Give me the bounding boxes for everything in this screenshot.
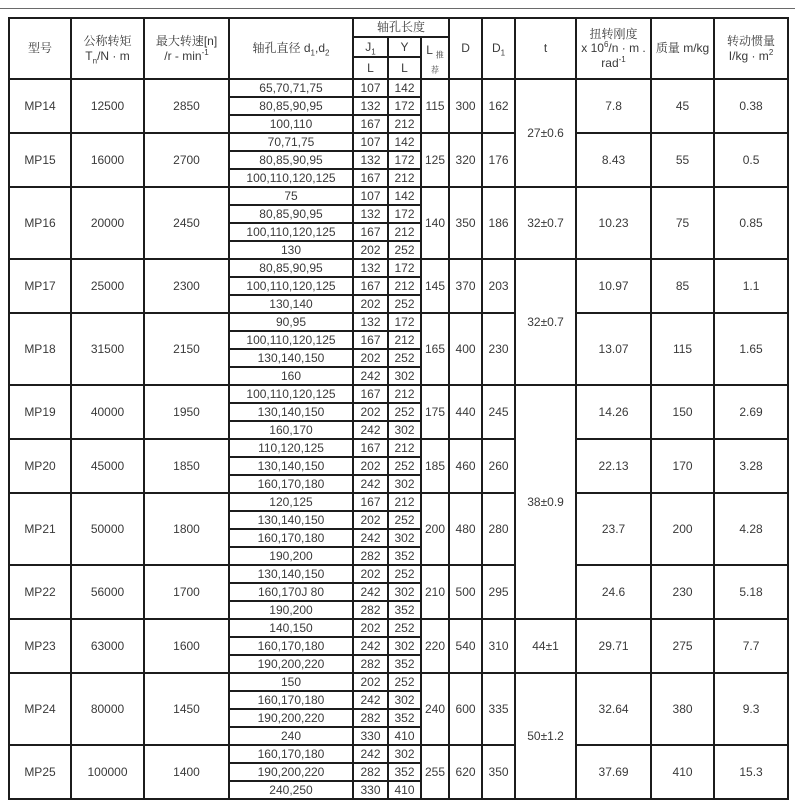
d-cell: 500 xyxy=(449,565,482,619)
mass-cell: 85 xyxy=(651,259,714,313)
max-speed-cell: 1400 xyxy=(144,745,229,799)
stiffness-cell: 13.07 xyxy=(576,313,651,385)
l-recommended-cell: 145 xyxy=(421,259,449,313)
torque-cell: 100000 xyxy=(71,745,144,799)
bore-diameter-cell: 160,170,180 xyxy=(229,745,353,763)
header-nominal-torque: 公称转矩 $T_n/N \cdot m$ xyxy=(71,18,144,79)
bore-diameter-cell: 190,200,220 xyxy=(229,709,353,727)
d1-cell: 350 xyxy=(482,745,515,799)
d1-cell: 310 xyxy=(482,619,515,673)
stiffness-cell: 32.64 xyxy=(576,673,651,745)
model-cell-MP24: MP24 xyxy=(9,673,71,745)
torque-cell: 50000 xyxy=(71,493,144,565)
t-cell: 38±0.9 xyxy=(515,385,576,619)
max-speed-cell: 2700 xyxy=(144,133,229,187)
j1-length-cell: 202 xyxy=(353,673,388,691)
d-cell: 460 xyxy=(449,439,482,493)
stiffness-cell: 10.23 xyxy=(576,187,651,259)
y-length-cell: 302 xyxy=(388,475,421,493)
header-mass: 质量 m/kg xyxy=(651,18,714,79)
j1-length-cell: 202 xyxy=(353,295,388,313)
inertia-cell: 1.1 xyxy=(714,259,788,313)
j1-length-cell: 167 xyxy=(353,169,388,187)
model-cell-MP21: MP21 xyxy=(9,493,71,565)
stiffness-cell: 37.69 xyxy=(576,745,651,799)
header-L-recommended: L $_{推荐}$ xyxy=(421,37,449,79)
j1-length-cell: 242 xyxy=(353,583,388,601)
d-cell: 320 xyxy=(449,133,482,187)
table-header xyxy=(9,18,788,79)
j1-length-cell: 242 xyxy=(353,529,388,547)
y-length-cell: 142 xyxy=(388,133,421,151)
j1-length-cell: 202 xyxy=(353,619,388,637)
j1-length-cell: 242 xyxy=(353,745,388,763)
y-length-cell: 172 xyxy=(388,205,421,223)
y-length-cell: 252 xyxy=(388,349,421,367)
max-speed-cell: 2850 xyxy=(144,79,229,133)
bore-diameter-cell: 160,170,180 xyxy=(229,529,353,547)
torque-cell: 80000 xyxy=(71,673,144,745)
y-length-cell: 252 xyxy=(388,619,421,637)
bore-diameter-cell: 80,85,90,95 xyxy=(229,97,353,115)
table-row xyxy=(9,493,788,511)
header-J1: $J_1$ xyxy=(353,37,388,57)
mass-cell: 45 xyxy=(651,79,714,133)
d-cell: 350 xyxy=(449,187,482,259)
bore-diameter-cell: 160,170J 80 xyxy=(229,583,353,601)
max-speed-cell: 1850 xyxy=(144,439,229,493)
j1-length-cell: 132 xyxy=(353,205,388,223)
bore-diameter-cell: 75 xyxy=(229,187,353,205)
model-cell-MP18: MP18 xyxy=(9,313,71,385)
y-length-cell: 212 xyxy=(388,223,421,241)
torque-cell: 40000 xyxy=(71,385,144,439)
model-cell-MP16: MP16 xyxy=(9,187,71,259)
t-cell: 44±1 xyxy=(515,619,576,673)
y-length-cell: 212 xyxy=(388,331,421,349)
d1-cell: 203 xyxy=(482,259,515,313)
j1-length-cell: 242 xyxy=(353,421,388,439)
torque-cell: 16000 xyxy=(71,133,144,187)
t-cell: 32±0.7 xyxy=(515,187,576,259)
top-rule xyxy=(0,8,795,9)
l-recommended-cell: 240 xyxy=(421,673,449,745)
bore-diameter-cell: 240,250 xyxy=(229,781,353,799)
mass-cell: 275 xyxy=(651,619,714,673)
inertia-cell: 7.7 xyxy=(714,619,788,673)
j1-length-cell: 167 xyxy=(353,385,388,403)
bore-diameter-cell: 100,110 xyxy=(229,115,353,133)
y-length-cell: 172 xyxy=(388,151,421,169)
y-length-cell: 252 xyxy=(388,241,421,259)
table-row xyxy=(9,187,788,205)
inertia-cell: 9.3 xyxy=(714,673,788,745)
y-length-cell: 302 xyxy=(388,637,421,655)
model-cell-MP15: MP15 xyxy=(9,133,71,187)
l-recommended-cell: 175 xyxy=(421,385,449,439)
j1-length-cell: 132 xyxy=(353,313,388,331)
model-cell-MP20: MP20 xyxy=(9,439,71,493)
l-recommended-cell: 115 xyxy=(421,79,449,133)
model-cell-MP22: MP22 xyxy=(9,565,71,619)
l-recommended-cell: 165 xyxy=(421,313,449,385)
bore-diameter-cell: 190,200,220 xyxy=(229,655,353,673)
stiffness-cell: 10.97 xyxy=(576,259,651,313)
y-length-cell: 212 xyxy=(388,277,421,295)
max-speed-cell: 1800 xyxy=(144,493,229,565)
table-row xyxy=(9,259,788,277)
j1-length-cell: 167 xyxy=(353,331,388,349)
j1-length-cell: 167 xyxy=(353,439,388,457)
j1-length-cell: 167 xyxy=(353,223,388,241)
y-length-cell: 212 xyxy=(388,439,421,457)
bore-diameter-cell: 110,120,125 xyxy=(229,439,353,457)
bore-diameter-cell: 240 xyxy=(229,727,353,745)
header-max-speed: 最大转速[n] $/r - \min^{-1}$ xyxy=(144,18,229,79)
bore-diameter-cell: 100,110,120,125 xyxy=(229,331,353,349)
inertia-cell: 2.69 xyxy=(714,385,788,439)
l-recommended-cell: 200 xyxy=(421,493,449,565)
table-row xyxy=(9,619,788,637)
torque-cell: 45000 xyxy=(71,439,144,493)
mass-cell: 230 xyxy=(651,565,714,619)
y-length-cell: 212 xyxy=(388,385,421,403)
bore-diameter-cell: 100,110,120,125 xyxy=(229,385,353,403)
header-D1: $D_1$ xyxy=(482,18,515,79)
bore-diameter-cell: 100,110,120,125 xyxy=(229,223,353,241)
y-length-cell: 252 xyxy=(388,511,421,529)
y-length-cell: 142 xyxy=(388,79,421,97)
y-length-cell: 302 xyxy=(388,691,421,709)
d1-cell: 176 xyxy=(482,133,515,187)
j1-length-cell: 282 xyxy=(353,763,388,781)
d-cell: 440 xyxy=(449,385,482,439)
y-length-cell: 410 xyxy=(388,781,421,799)
d1-cell: 260 xyxy=(482,439,515,493)
y-length-cell: 172 xyxy=(388,97,421,115)
d1-cell: 280 xyxy=(482,493,515,565)
bore-diameter-cell: 130,140 xyxy=(229,295,353,313)
j1-length-cell: 167 xyxy=(353,115,388,133)
j1-length-cell: 282 xyxy=(353,601,388,619)
table-body xyxy=(9,79,788,799)
model-cell-MP19: MP19 xyxy=(9,385,71,439)
d-cell: 400 xyxy=(449,313,482,385)
bore-diameter-cell: 80,85,90,95 xyxy=(229,205,353,223)
d-cell: 370 xyxy=(449,259,482,313)
y-length-cell: 410 xyxy=(388,727,421,745)
header-D: D xyxy=(449,18,482,79)
y-length-cell: 212 xyxy=(388,169,421,187)
mass-cell: 380 xyxy=(651,673,714,745)
d1-cell: 245 xyxy=(482,385,515,439)
l-recommended-cell: 255 xyxy=(421,745,449,799)
bore-diameter-cell: 130,140,150 xyxy=(229,511,353,529)
j1-length-cell: 242 xyxy=(353,691,388,709)
mass-cell: 200 xyxy=(651,493,714,565)
header-bore-diameter: 轴孔直径 $d_1,d_2$ xyxy=(229,18,353,79)
y-length-cell: 352 xyxy=(388,547,421,565)
y-length-cell: 252 xyxy=(388,565,421,583)
torque-cell: 12500 xyxy=(71,79,144,133)
j1-length-cell: 202 xyxy=(353,565,388,583)
model-cell-MP14: MP14 xyxy=(9,79,71,133)
bore-diameter-cell: 80,85,90,95 xyxy=(229,151,353,169)
torque-cell: 56000 xyxy=(71,565,144,619)
bore-diameter-cell: 190,200 xyxy=(229,547,353,565)
table-row xyxy=(9,439,788,457)
bore-diameter-cell: 140,150 xyxy=(229,619,353,637)
header-torsional-stiffness: 扭转刚度 x $10^6/n \cdot m$ . rad$^{-1}$ xyxy=(576,18,651,79)
stiffness-cell: 22.13 xyxy=(576,439,651,493)
bore-diameter-cell: 160,170,180 xyxy=(229,475,353,493)
max-speed-cell: 1450 xyxy=(144,673,229,745)
y-length-cell: 252 xyxy=(388,295,421,313)
table-row xyxy=(9,385,788,403)
stiffness-cell: 8.43 xyxy=(576,133,651,187)
l-recommended-cell: 185 xyxy=(421,439,449,493)
t-cell: 27±0.6 xyxy=(515,79,576,187)
y-length-cell: 352 xyxy=(388,763,421,781)
d-cell: 620 xyxy=(449,745,482,799)
d-cell: 600 xyxy=(449,673,482,745)
table-row xyxy=(9,745,788,763)
bore-diameter-cell: 160,170 xyxy=(229,421,353,439)
header-J1-L: L xyxy=(353,57,388,79)
t-cell: 50±1.2 xyxy=(515,673,576,799)
max-speed-cell: 1950 xyxy=(144,385,229,439)
y-length-cell: 252 xyxy=(388,403,421,421)
y-length-cell: 212 xyxy=(388,493,421,511)
bore-diameter-cell: 130 xyxy=(229,241,353,259)
mass-cell: 55 xyxy=(651,133,714,187)
header-model: 型号 xyxy=(9,18,71,79)
bore-diameter-cell: 65,70,71,75 xyxy=(229,79,353,97)
j1-length-cell: 107 xyxy=(353,133,388,151)
y-length-cell: 302 xyxy=(388,583,421,601)
j1-length-cell: 202 xyxy=(353,457,388,475)
j1-length-cell: 282 xyxy=(353,547,388,565)
coupling-spec-table xyxy=(8,17,789,800)
j1-length-cell: 242 xyxy=(353,367,388,385)
j1-length-cell: 132 xyxy=(353,151,388,169)
mass-cell: 170 xyxy=(651,439,714,493)
d1-cell: 295 xyxy=(482,565,515,619)
mass-cell: 75 xyxy=(651,187,714,259)
j1-length-cell: 330 xyxy=(353,781,388,799)
bore-diameter-cell: 130,140,150 xyxy=(229,349,353,367)
table-row xyxy=(9,673,788,691)
j1-length-cell: 202 xyxy=(353,241,388,259)
stiffness-cell: 14.26 xyxy=(576,385,651,439)
stiffness-cell: 24.6 xyxy=(576,565,651,619)
j1-length-cell: 167 xyxy=(353,277,388,295)
torque-cell: 20000 xyxy=(71,187,144,259)
j1-length-cell: 202 xyxy=(353,511,388,529)
y-length-cell: 302 xyxy=(388,529,421,547)
header-Y: Y xyxy=(388,37,421,57)
mass-cell: 150 xyxy=(651,385,714,439)
mass-cell: 115 xyxy=(651,313,714,385)
bore-diameter-cell: 190,200,220 xyxy=(229,763,353,781)
bore-diameter-cell: 100,110,120,125 xyxy=(229,169,353,187)
bore-diameter-cell: 120,125 xyxy=(229,493,353,511)
bore-diameter-cell: 190,200 xyxy=(229,601,353,619)
y-length-cell: 352 xyxy=(388,709,421,727)
bore-diameter-cell: 130,140,150 xyxy=(229,457,353,475)
y-length-cell: 302 xyxy=(388,745,421,763)
model-cell-MP23: MP23 xyxy=(9,619,71,673)
y-length-cell: 302 xyxy=(388,367,421,385)
bore-diameter-cell: 100,110,120,125 xyxy=(229,277,353,295)
table-row xyxy=(9,133,788,151)
l-recommended-cell: 220 xyxy=(421,619,449,673)
bore-diameter-cell: 160,170,180 xyxy=(229,637,353,655)
y-length-cell: 172 xyxy=(388,259,421,277)
j1-length-cell: 132 xyxy=(353,259,388,277)
bore-diameter-cell: 130,140,150 xyxy=(229,403,353,421)
y-length-cell: 172 xyxy=(388,313,421,331)
max-speed-cell: 1700 xyxy=(144,565,229,619)
j1-length-cell: 202 xyxy=(353,349,388,367)
inertia-cell: 0.38 xyxy=(714,79,788,133)
d1-cell: 186 xyxy=(482,187,515,259)
j1-length-cell: 242 xyxy=(353,637,388,655)
stiffness-cell: 7.8 xyxy=(576,79,651,133)
inertia-cell: 1.65 xyxy=(714,313,788,385)
header-Y-L: L xyxy=(388,57,421,79)
bore-diameter-cell: 160,170,180 xyxy=(229,691,353,709)
table-row xyxy=(9,313,788,331)
y-length-cell: 302 xyxy=(388,421,421,439)
l-recommended-cell: 125 xyxy=(421,133,449,187)
j1-length-cell: 202 xyxy=(353,403,388,421)
max-speed-cell: 2450 xyxy=(144,187,229,259)
bore-diameter-cell: 90,95 xyxy=(229,313,353,331)
stiffness-cell: 23.7 xyxy=(576,493,651,565)
l-recommended-cell: 140 xyxy=(421,187,449,259)
y-length-cell: 252 xyxy=(388,457,421,475)
header-inertia: 转动惯量 $I/kg \cdot m^2$ xyxy=(714,18,788,79)
mass-cell: 410 xyxy=(651,745,714,799)
torque-cell: 63000 xyxy=(71,619,144,673)
d-cell: 480 xyxy=(449,493,482,565)
l-recommended-cell: 210 xyxy=(421,565,449,619)
t-cell: 32±0.7 xyxy=(515,259,576,385)
j1-length-cell: 242 xyxy=(353,475,388,493)
model-cell-MP25: MP25 xyxy=(9,745,71,799)
bore-diameter-cell: 130,140,150 xyxy=(229,565,353,583)
bore-diameter-cell: 160 xyxy=(229,367,353,385)
y-length-cell: 142 xyxy=(388,187,421,205)
inertia-cell: 3.28 xyxy=(714,439,788,493)
y-length-cell: 252 xyxy=(388,673,421,691)
inertia-cell: 0.85 xyxy=(714,187,788,259)
header-bore-length: 轴孔长度 xyxy=(353,18,449,37)
j1-length-cell: 107 xyxy=(353,79,388,97)
d-cell: 300 xyxy=(449,79,482,133)
inertia-cell: 4.28 xyxy=(714,493,788,565)
bore-diameter-cell: 70,71,75 xyxy=(229,133,353,151)
torque-cell: 31500 xyxy=(71,313,144,385)
bore-diameter-cell: 150 xyxy=(229,673,353,691)
j1-length-cell: 107 xyxy=(353,187,388,205)
d1-cell: 162 xyxy=(482,79,515,133)
y-length-cell: 352 xyxy=(388,655,421,673)
model-cell-MP17: MP17 xyxy=(9,259,71,313)
d1-cell: 230 xyxy=(482,313,515,385)
j1-length-cell: 282 xyxy=(353,655,388,673)
bore-diameter-cell: 80,85,90,95 xyxy=(229,259,353,277)
table-row xyxy=(9,79,788,97)
header-t: t xyxy=(515,18,576,79)
j1-length-cell: 282 xyxy=(353,709,388,727)
torque-cell: 25000 xyxy=(71,259,144,313)
table-row xyxy=(9,565,788,583)
inertia-cell: 0.5 xyxy=(714,133,788,187)
inertia-cell: 5.18 xyxy=(714,565,788,619)
stiffness-cell: 29.71 xyxy=(576,619,651,673)
d-cell: 540 xyxy=(449,619,482,673)
y-length-cell: 352 xyxy=(388,601,421,619)
inertia-cell: 15.3 xyxy=(714,745,788,799)
j1-length-cell: 132 xyxy=(353,97,388,115)
j1-length-cell: 330 xyxy=(353,727,388,745)
max-speed-cell: 1600 xyxy=(144,619,229,673)
max-speed-cell: 2150 xyxy=(144,313,229,385)
y-length-cell: 212 xyxy=(388,115,421,133)
max-speed-cell: 2300 xyxy=(144,259,229,313)
d1-cell: 335 xyxy=(482,673,515,745)
j1-length-cell: 167 xyxy=(353,493,388,511)
